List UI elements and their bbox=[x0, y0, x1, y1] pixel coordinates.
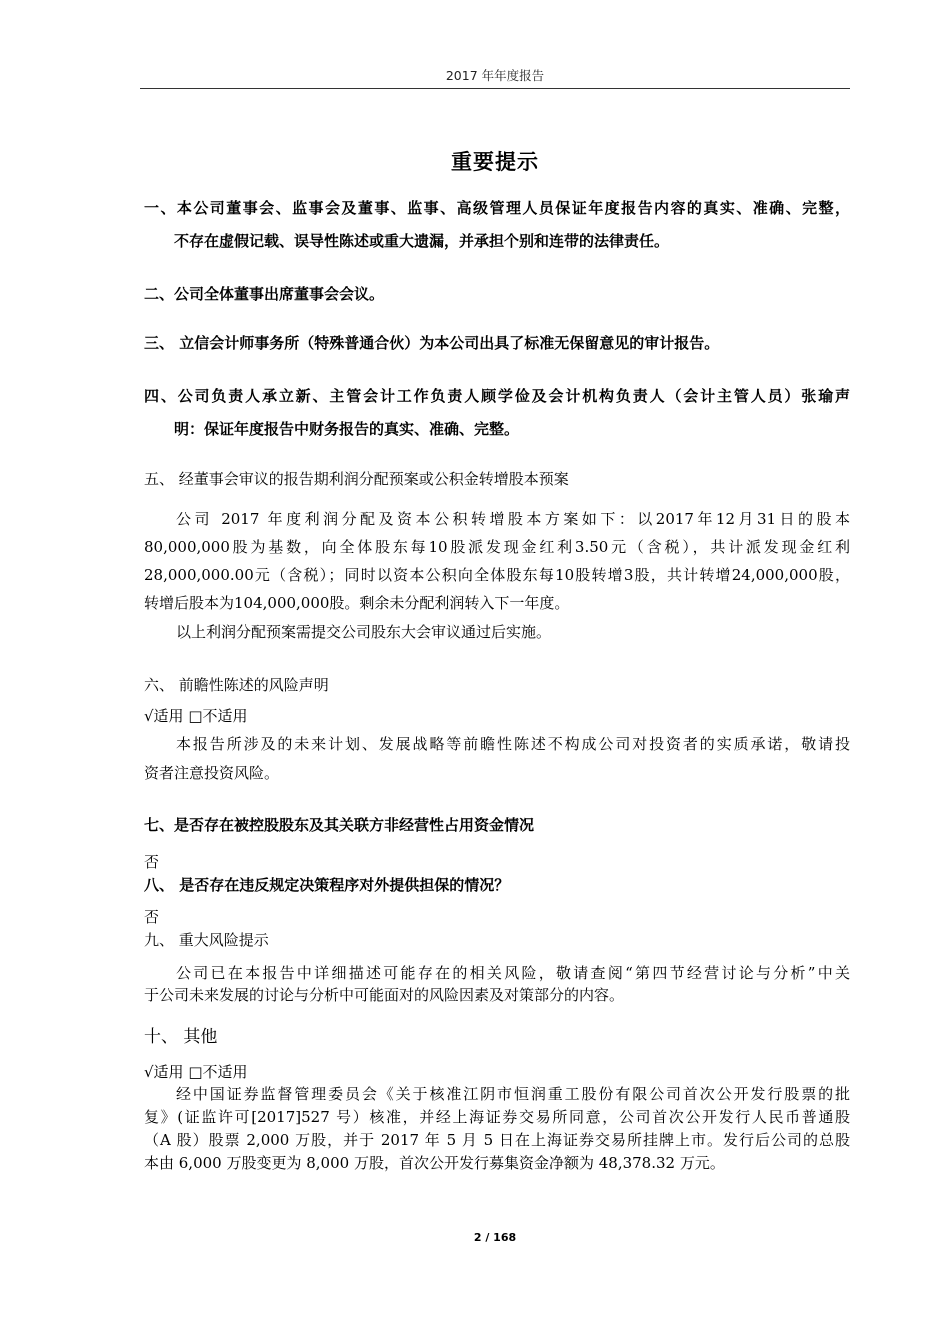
item-5-heading: 五、 经董事会审议的报告期利润分配预案或公积金转增股本预案 bbox=[144, 470, 569, 488]
item-6-para-line-2: 资者注意投资风险。 bbox=[144, 764, 280, 782]
item-10-para-line-3: （A 股）股票 2,000 万股，并于 2017 年 5 月 5 日在上海证券交易所挂牌上市。发行后公司的总股 bbox=[144, 1131, 850, 1149]
item-7-answer: 否 bbox=[144, 853, 160, 871]
item-3: 三、 立信会计师事务所（特殊普通合伙）为本公司出具了标准无保留意见的审计报告。 bbox=[144, 334, 720, 352]
item-6-heading: 六、 前瞻性陈述的风险声明 bbox=[144, 676, 329, 694]
header-title: 2017 年年度报告 bbox=[445, 68, 545, 83]
item-7-heading: 七、是否存在被控股股东及其关联方非经营性占用资金情况 bbox=[144, 816, 535, 834]
item-6-para-line-1: 本报告所涉及的未来计划、发展战略等前瞻性陈述不构成公司对投资者的实质承诺，敬请投 bbox=[176, 735, 850, 753]
item-10-para-line-2: 复》(证监许可[2017]527 号）核准，并经上海证券交易所同意，公司首次公开发行人民币普通股 bbox=[144, 1108, 850, 1126]
item-10-para-line-1: 经中国证券监督管理委员会《关于核准江阴市恒润重工股份有限公司首次公开发行股票的批 bbox=[176, 1085, 850, 1103]
item-1-line-2: 不存在虚假记载、误导性陈述或重大遗漏，并承担个别和连带的法律责任。 bbox=[174, 232, 670, 250]
item-9-para-line-1: 公司已在本报告中详细描述可能存在的相关风险，敬请查阅“第四节经营讨论与分析”中关 bbox=[176, 964, 850, 982]
item-6-applicability: √适用 □不适用 bbox=[144, 707, 248, 725]
page-title: 重要提示 bbox=[451, 150, 539, 174]
header-divider bbox=[140, 88, 850, 89]
item-9-heading: 九、 重大风险提示 bbox=[144, 931, 269, 949]
page-number: 2 / 168 bbox=[473, 1231, 517, 1244]
item-9-para-line-2: 于公司未来发展的讨论与分析中可能面对的风险因素及对策部分的内容。 bbox=[144, 986, 625, 1004]
item-10-para-line-4: 本由 6,000 万股变更为 8,000 万股，首次公开发行募集资金净额为 48,378.32 万元。 bbox=[144, 1154, 725, 1172]
item-5-para-line-1: 公司 2017 年度利润分配及资本公积转增股本方案如下：以2017年12月31日的股本 bbox=[176, 510, 850, 528]
item-5-para-line-4: 转增后股本为104,000,000股。剩余未分配利润转入下一年度。 bbox=[144, 594, 570, 612]
item-4-line-2: 明：保证年度报告中财务报告的真实、准确、完整。 bbox=[174, 420, 520, 438]
item-8-answer: 否 bbox=[144, 908, 160, 926]
item-10-heading: 十、 其他 bbox=[144, 1027, 218, 1047]
item-10-applicability: √适用 □不适用 bbox=[144, 1063, 248, 1081]
item-1-line-1: 一、本公司董事会、监事会及董事、监事、高级管理人员保证年度报告内容的真实、准确、完整， bbox=[144, 199, 850, 217]
item-5-para-line-5: 以上利润分配预案需提交公司股东大会审议通过后实施。 bbox=[176, 623, 552, 641]
item-2: 二、公司全体董事出席董事会会议。 bbox=[144, 285, 385, 303]
item-4-line-1: 四、公司负责人承立新、主管会计工作负责人顾学俭及会计机构负责人（会计主管人员）张瑜声 bbox=[144, 387, 850, 405]
item-5-para-line-3: 28,000,000.00元（含税）；同时以资本公积向全体股东每10股转增3股，共计转增24,000,000股， bbox=[144, 566, 850, 584]
item-5-para-line-2: 80,000,000股为基数，向全体股东每10股派发现金红利3.50元（含税），共计派发现金红利 bbox=[144, 538, 850, 556]
item-8-heading: 八、 是否存在违反规定决策程序对外提供担保的情况？ bbox=[144, 876, 510, 894]
